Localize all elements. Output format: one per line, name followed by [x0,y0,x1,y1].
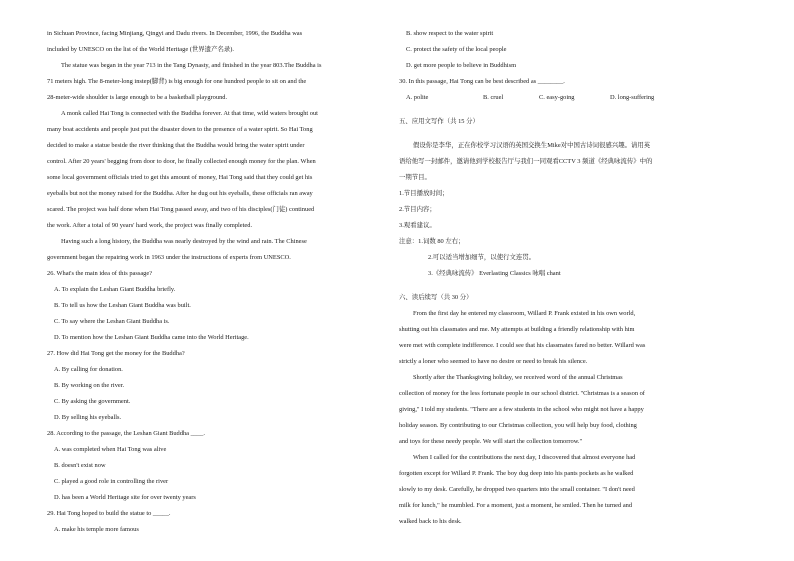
text-line: government began the repairing work in 1963 under the instructions of experts from UNESCO. [47,254,291,261]
text-line: and toys for these needy people. We will start the collection tomorrow." [399,438,583,445]
text-line: walked back to his desk. [399,518,462,525]
question-28 [47,426,351,506]
spacer [399,130,712,138]
option-c: C. protect the safety of the local people [406,46,507,53]
question-29-continued [399,26,712,74]
section-5-writing [399,114,712,282]
option-d: D. long-suffering [610,94,655,101]
text-line: 71 meters high. The 8-meter-long instep(脚背) is big enough for one hundred people to sit on and the [47,78,307,85]
text-line: were met with complete indifference. I could see that his classmates fared no better. Willard was [399,342,646,349]
option-b: B. To tell us how the Leshan Giant Buddha was built. [54,302,191,309]
text-line: 28-meter-wide shoulder is large enough to be a basketball playground. [47,94,228,101]
question-stem: 28. According to the passage, the Leshan Giant Buddha ____. [47,430,205,437]
option-d: D. By selling his eyeballs. [54,414,122,421]
option-c: C. By asking the government. [54,398,131,405]
options-row [399,90,712,106]
option-b: B. doesn't exist now [54,462,106,469]
option-a: A. was completed when Hai Tong was alive [54,446,167,453]
text-line: From the first day he entered my classroom, Willard P. Frank existed in his own world, [413,310,636,317]
question-26 [47,266,351,346]
option-b: B. By working on the river. [54,382,125,389]
text-line: When I called for the contributions the next day, I discovered that almost everyone had [413,454,636,461]
note-line: 注意：1.词数 80 左右； [399,238,465,245]
note-line: 2.可以适当增加细节，以使行文连贯。 [428,254,536,261]
spacer [399,106,712,114]
text-line: many boat accidents and people just put the disaster down to the presence of a water spirit. So Hai Tong [47,126,313,133]
note-line: 3.《经典咏流传》 Everlasting Classics 咏唱 chant [428,270,561,277]
text-line: giving," I told my students. "There are a few students in the school who might not have a happy [399,406,644,413]
text-line: The statue was began in the year 713 in the Tang Dynasty, and finished in the year 803.The Buddha is [61,62,322,69]
text-line: milk for lunch," he mumbled. For a moment, just a moment, he smiled. Then he turned and [399,502,633,509]
text-line: scared. The project was half done when Hai Tong passed away, and two of his disciples(门徒) continued [47,206,315,213]
section-heading: 五、应用文写作（共 15 分） [399,118,479,125]
point-item: 2.节目内容； [399,206,436,213]
option-b: B. cruel [483,94,504,101]
text-line: shutting out his classmates and me. My attempts at building a friendly relationship with him [399,326,635,333]
text-line: included by UNESCO on the list of the World Heritage (世界遗产名录). [47,46,234,53]
passage-paragraph-3 [47,106,351,234]
point-item: 3.观看建议。 [399,222,436,229]
text-line: control. After 20 years' begging from door to door, he finally collected enough money for the plan. When [47,158,316,165]
right-column [399,26,712,530]
option-b: B. show respect to the water spirit [406,30,494,37]
passage-paragraph-4 [47,234,351,266]
text-line: in Sichuan Province, facing Minjiang, Qingyi and Dadu rivers. In December, 1996, the Buddha was [47,30,303,37]
option-c: C. To say where the Leshan Giant Buddha is. [54,318,170,325]
text-line: holiday season. By contributing to our Christmas collection, you will help buy food, clothing [399,422,637,429]
question-stem: 27. How did Hai Tong get the money for the Buddha? [47,350,185,357]
spacer [399,282,712,290]
question-stem: 29. Hai Tong hoped to build the statue to _____. [47,510,171,517]
question-27 [47,346,351,426]
point-item: 1.节目播放时间； [399,190,449,197]
passage-paragraph-2 [47,58,351,106]
section-6-continuation [399,290,712,530]
prompt-line: 一期节目。 [399,174,431,181]
text-line: A monk called Hai Tong is connected with the Buddha forever. At that time, wild waters brought out [61,110,318,117]
option-a: A. To explain the Leshan Giant Buddha briefly. [54,286,176,293]
text-line: decided to make a statue beside the river thinking that the Buddha would bring the water spirit under [47,142,305,149]
text-line: slowly to my desk. Carefully, he dropped two quarters into the small container. "I don't need [399,486,635,493]
text-line: forgotten except for Willard P. Frank. The boy dug deep into his pants pockets as he walked [399,470,634,477]
question-stem: 26. What's the main idea of this passage? [47,270,153,277]
option-a: A. polite [406,94,429,101]
option-c: C. played a good role in controlling the river [54,478,169,485]
option-a: A. By calling for donation. [54,366,123,373]
text-line: some local government officials tried to get this amount of money, Hai Tong said that they could get his [47,174,313,181]
question-30 [399,74,712,106]
question-stem: 30. In this passage, Hai Tong can be best described as ________. [399,78,565,85]
text-line: strictly a loner who seemed to have no desire or need to break his silence. [399,358,588,365]
text-line: the work. After a total of 90 years' hard work, the project was finally completed. [47,222,253,229]
text-line: Having such a long history, the Buddha was nearly destroyed by the wind and rain. The Chinese [61,238,307,245]
option-d: D. get more people to believe in Buddhism [406,62,517,69]
passage-paragraph-1 [47,26,351,58]
text-line: Shortly after the Thanksgiving holiday, we received word of the annual Christmas [413,374,623,381]
option-d: D. To mention how the Leshan Giant Buddha came into the World Heritage. [54,334,249,341]
text-line: collection of money for the less fortunate people in our school district. "Christmas is a season of [399,390,645,397]
option-d: D. has been a World Heritage site for over twenty years [54,494,196,501]
text-line: eyeballs but not the money raised for the Buddha. After he dug out his eyeballs, these officials ran away [47,190,313,197]
left-column [47,26,351,538]
option-a: A. make his temple more famous [54,526,139,533]
prompt-line: 语给他写一封邮件，邀请他到学校报告厅与我们一同观看CCTV 3 频道《经典咏流传》中的 [399,158,653,165]
prompt-line: 假设你是李华，正在你校学习汉语的英国交换生Mike对中国古诗词很感兴趣。请用英 [413,142,651,149]
option-c: C. easy-going [539,94,575,101]
section-heading: 六、读后续写（共 30 分） [399,294,473,301]
question-29 [47,506,351,538]
